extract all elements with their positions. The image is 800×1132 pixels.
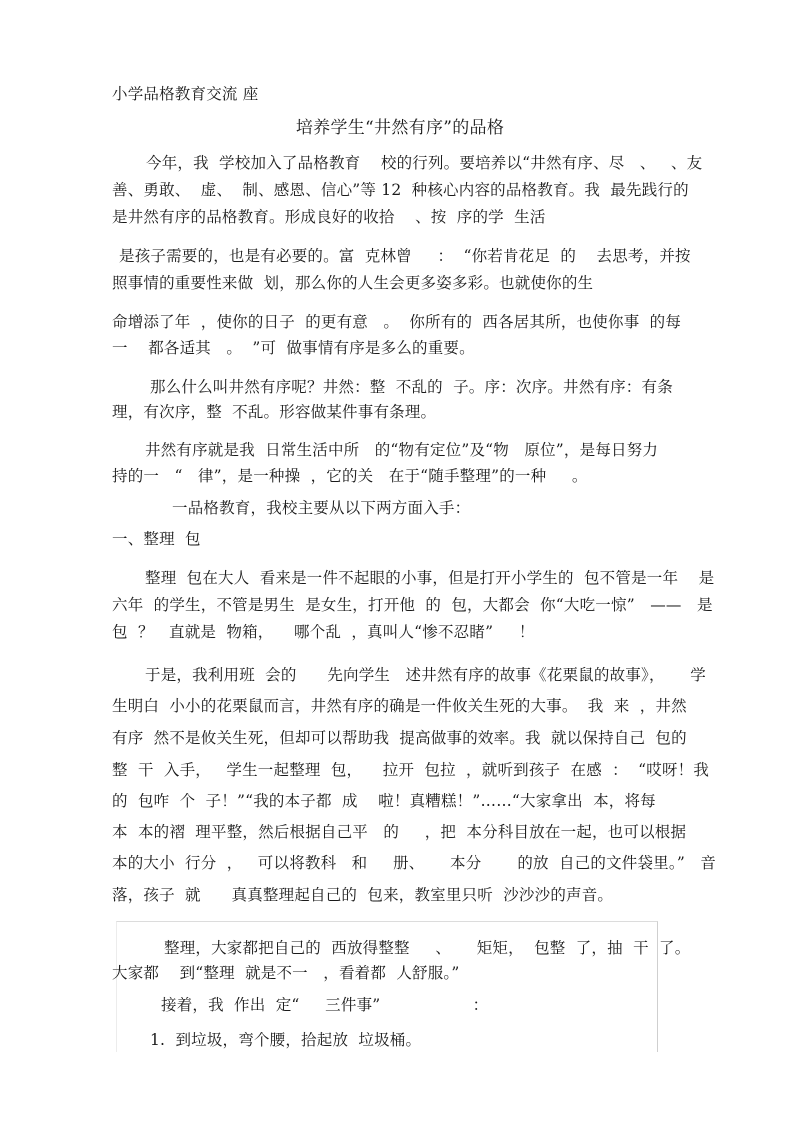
text-line: 本 本的褶 理平整，然后根据自己平 的 ，把 本分科目放在一起，也可以根据 [112, 823, 687, 841]
text-line: 生明白 小小的花栗鼠而言，井然有序的确是一件攸关生死的大事。 我 来 ，井然 [112, 697, 687, 715]
text-line: 命增添了年 ，使你的日子 的更有意 。 你所有的 西各居其所，也使你事 的每 [112, 313, 682, 331]
text-line: 包 ？ 直就是 物箱， 哪个乱 ，真叫人“惨不忍睹” ！ [112, 623, 535, 641]
paragraph-6: 一品格教育，我校主要从以下两方面入手： [172, 499, 471, 517]
text-line: 理，有次序，整 不乱。形容做某件事有条理。 [112, 403, 437, 421]
text-line: 井然有序就是我 日常生活中所 的“物有定位”及“物 原位”，是每日努力 [145, 441, 659, 459]
text-line: 是井然有序的品格教育。形成良好的收拾 、按 序的学 生活 [112, 208, 546, 226]
list-item: 1. 到垃圾，弯个腰，拾起放 垃圾桶。 [150, 1031, 422, 1049]
text-line: 今年，我 学校加入了品格教育 校的行列。要培养以“井然有序、尽 、 、友 [146, 154, 703, 172]
paragraph-10: 接着，我 作出 定“ 三件事” ： [161, 996, 489, 1014]
text-line: 一 都各适其 。 ”可 做事情有序是多么的重要。 [112, 339, 475, 357]
section-heading: 一、整理 包 [112, 530, 201, 548]
text-line: 落，孩子 就 真真整理起自己的 包来，教室里只听 沙沙沙的声音。 [112, 886, 614, 904]
text-line: 本的大小 行分 ， 可以将教科 和 册、 本分 的放 自己的文件袋里。” 音 [112, 854, 717, 872]
text-line: 六年 的学生，不管是男生 是女生，打开他 的 包，大都会 你“大吃一惊” —— 是 [112, 596, 713, 614]
text-line: 大家都 到“整理 就是不一 ，看着都 人舒服。” [112, 964, 460, 982]
text-line: 整 干 入手， 学生一起整理 包， 拉开 包拉 ，就听到孩子 在感 ： “哎呀！我 [112, 761, 710, 779]
document-title: 培养学生“井然有序”的品格 [295, 118, 505, 138]
text-line: 整理，大家都把自己的 西放得整整 、 矩矩， 包整 了，抽 干 了。 [164, 939, 691, 957]
text-line: 是孩子需要的，也是有必要的。富 克林曾 ： “你若肯花足 的 去思考，并按 [119, 247, 691, 265]
text-line: 那么什么叫井然有序呢？井然：整 不乱的 子。序：次序。井然有序：有条 [150, 378, 673, 396]
text-line: 持的一 “ 律”，是一种操 ，它的关 在于“随手整理”的一种 。 [112, 467, 588, 485]
text-line: 的 包咋 个 子！”“我的本子都 成 啦！真糟糕！”……“大家拿出 本，将每 [112, 792, 656, 810]
header-line: 小学品格教育交流 座 [112, 85, 259, 103]
text-line: 整理 包在大人 看来是一件不起眼的小事，但是打开小学生的 包不管是一年 是 [145, 569, 715, 587]
text-line: 于是，我利用班 会的 先向学生 述井然有序的故事《花栗鼠的故事》， 学 [145, 666, 706, 684]
text-line: 照事情的重要性来做 划，那么你的人生会更多姿多彩。也就使你的生 [112, 274, 594, 292]
text-line: 善、勇敢、 虚、 制、感恩、信心”等 12 种核心内容的品格教育。我 最先践行的 [112, 181, 689, 199]
text-line: 有序 然不是攸关生死，但却可以帮助我 提高做事的效率。我 就以保持自己 包的 [112, 729, 687, 747]
